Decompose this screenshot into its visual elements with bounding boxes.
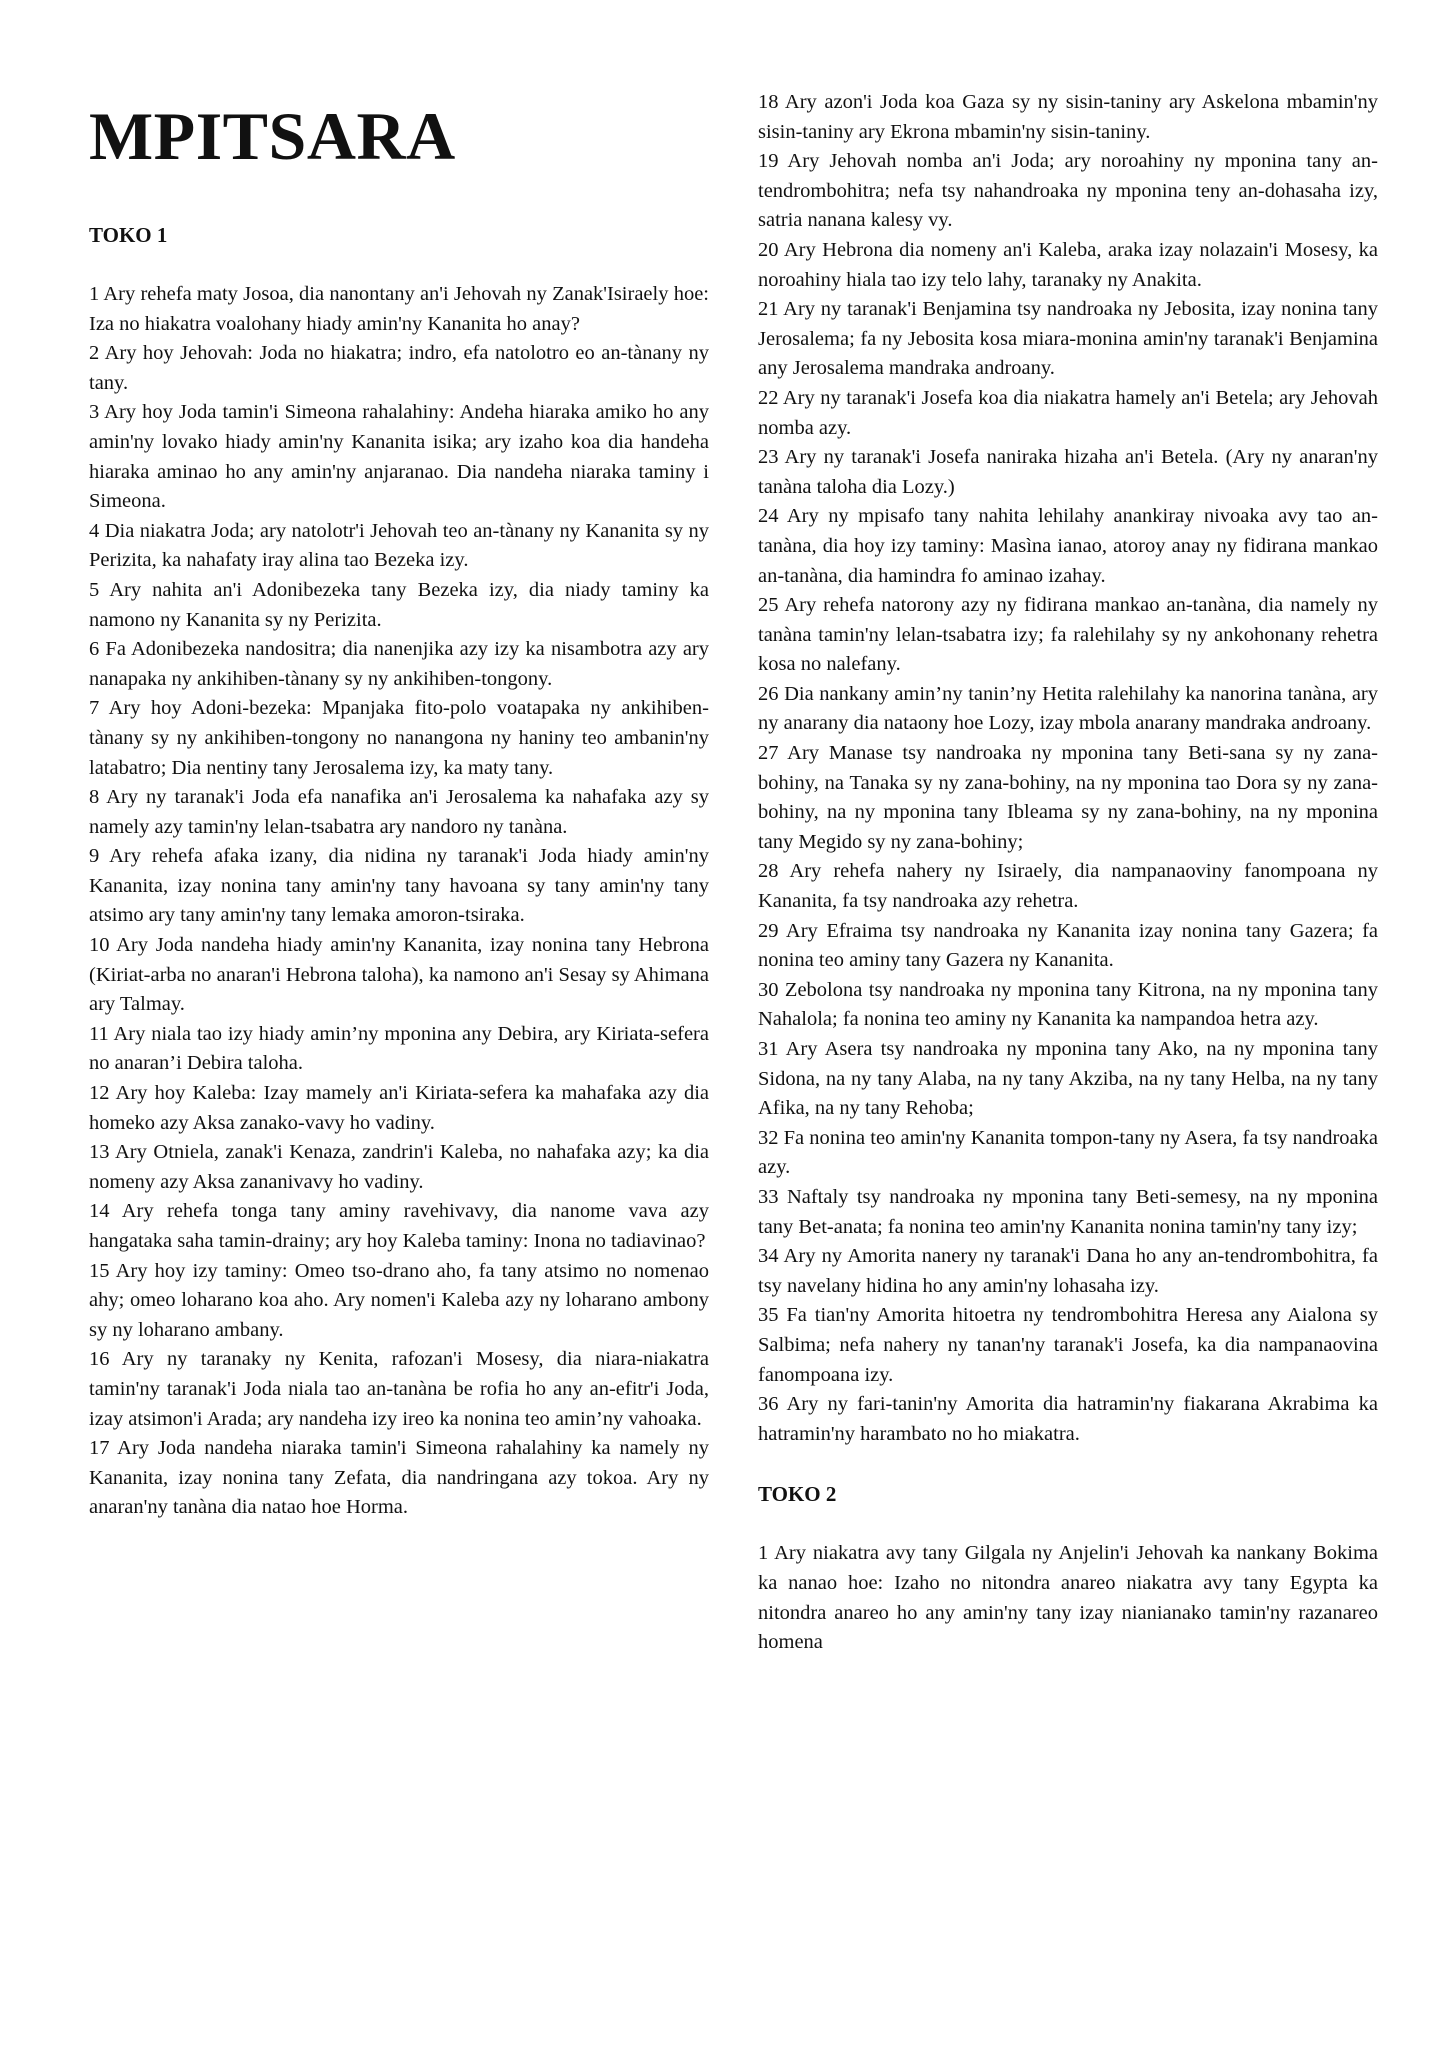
verse-1-23: 23 Ary ny taranak'i Josefa naniraka hizaha an'i Betela. (Ary ny anaran'ny tanàna taloha dia Lozy.) [758, 446, 1378, 498]
verse-1-25: 25 Ary rehefa natorony azy ny fidirana mankao an-tanàna, dia namely ny tanàna tamin'ny lelan-tsabatra izy; fa ralehilahy sy ny ankohonany rehetra kosa no nalefany. [758, 594, 1378, 676]
verse-1-2: 2 Ary hoy Jehovah: Joda no hiakatra; indro, efa natolotro eo an-tànany ny tany. [89, 342, 709, 394]
verse-1-21: 21 Ary ny taranak'i Benjamina tsy nandroaka ny Jebosita, izay nonina tany Jerosalema; fa ny Jebosita kosa miara-monina amin'ny taranak'i Benjamina any Jerosalema mandraka androany. [758, 298, 1378, 380]
verse-1-15: 15 Ary hoy izy taminy: Omeo tso-drano aho, fa tany atsimo no nomenao ahy; omeo loharano koa aho. Ary nomen'i Kaleba azy ny loharano ambony sy ny loharano ambany. [89, 1259, 709, 1341]
chapter-heading-1: TOKO 1 [89, 223, 168, 247]
verse-1-16: 16 Ary ny taranaky ny Kenita, rafozan'i Mosesy, dia niara-niakatra tamin'ny taranak'i Joda niala tao an-tanàna be rofia ho any an-efitr'i Joda, izay atsimon'i Arada; ary nandeha izy ireo ka nonina teo amin’ny vahoaka. [89, 1348, 709, 1430]
verse-1-19: 19 Ary Jehovah nomba an'i Joda; ary noroahiny ny mponina tany an-tendrombohitra; nefa tsy nahandroaka ny mponina teny an-dohasaha izy, satria nanana kalesy vy. [758, 150, 1378, 232]
verse-1-24: 24 Ary ny mpisafo tany nahita lehilahy anankiray nivoaka avy tao an-tanàna, dia hoy izy taminy: Masìna ianao, atoroy anay ny fidirana mankao an-tanàna, dia hamindra fo aminao izahay. [758, 505, 1378, 587]
verse-1-4: 4 Dia niakatra Joda; ary natolotr'i Jehovah teo an-tànany ny Kananita sy ny Perizita, ka nahafaty iray alina tao Bezeka izy. [89, 519, 709, 572]
verse-1-5: 5 Ary nahita an'i Adonibezeka tany Bezeka izy, dia niady taminy ka namono ny Kananita sy ny Perizita. [89, 578, 709, 631]
verse-1-34: 34 Ary ny Amorita nanery ny taranak'i Dana ho any an-tendrombohitra, fa tsy navelany hidina ho any amin'ny lohasaha izy. [758, 1245, 1378, 1297]
verse-1-8: 8 Ary ny taranak'i Joda efa nanafika an'i Jerosalema ka nahafaka azy sy namely azy tamin'ny lelan-tsabatra ary nandoro ny tanàna. [89, 786, 709, 838]
verse-1-14: 14 Ary rehefa tonga tany aminy ravehivavy, dia nanome vava azy hangataka saha tamin-drainy; ary hoy Kaleba taminy: Inona no tadiavinao? [89, 1200, 709, 1252]
verse-1-36: 36 Ary ny fari-tanin'ny Amorita dia hatramin'ny fiakarana Akrabima ka hatramin'ny harambato no ho miakatra. [758, 1393, 1378, 1445]
verse-1-18: 18 Ary azon'i Joda koa Gaza sy ny sisin-taniny ary Askelona mbamin'ny sisin-taniny ary Ekrona mbamin'ny sisin-taniny. [758, 91, 1378, 143]
verse-1-35: 35 Fa tian'ny Amorita hitoetra ny tendrombohitra Heresa any Aialona sy Salbima; nefa nahery ny tanan'ny taranak'i Josefa, ka dia nampanaovina fanompoana izy. [758, 1304, 1378, 1386]
verse-1-20: 20 Ary Hebrona dia nomeny an'i Kaleba, araka izay nolazain'i Mosesy, ka noroahiny hiala tao izy telo lahy, taranaky ny Anakita. [758, 238, 1378, 291]
verse-1-10: 10 Ary Joda nandeha hiady amin'ny Kananita, izay nonina tany Hebrona (Kiriat-arba no anaran'i Hebrona taloha), ka namono an'i Sesay sy Ahimana ary Talmay. [89, 934, 709, 1016]
verse-2-1: 1 Ary niakatra avy tany Gilgala ny Anjelin'i Jehovah ka nankany Bokima ka nanao hoe: Izaho no nitondra anareo niakatra avy tany Egypta ka nitondra anareo ho any amin'ny tany izay nianianako tamin'ny razanareo homena [758, 1542, 1378, 1654]
verse-1-9: 9 Ary rehefa afaka izany, dia nidina ny taranak'i Joda hiady amin'ny Kananita, izay nonina tany amin'ny tany havoana sy tany amin'ny tany atsimo ary tany amin'ny tany lemaka amoron-tsiraka. [89, 845, 709, 927]
verse-1-29: 29 Ary Efraima tsy nandroaka ny Kananita izay nonina tany Gazera; fa nonina teo aminy tany Gazera ny Kananita. [758, 919, 1378, 972]
verse-1-22: 22 Ary ny taranak'i Josefa koa dia niakatra hamely an'i Betela; ary Jehovah nomba azy. [758, 386, 1378, 439]
verse-1-12: 12 Ary hoy Kaleba: Izay mamely an'i Kiriata-sefera ka mahafaka azy dia homeko azy Aksa zanako-vavy ho vadiny. [89, 1082, 709, 1134]
chapter-heading-2: TOKO 2 [758, 1482, 837, 1507]
verse-1-31: 31 Ary Asera tsy nandroaka ny mponina tany Ako, na ny mponina tany Sidona, na ny tany Alaba, na ny tany Akziba, na ny tany Helba, na ny tany Afika, na ny tany Rehoba; [758, 1038, 1378, 1120]
verse-1-17: 17 Ary Joda nandeha niaraka tamin'i Simeona rahalahiny ka namely ny Kananita, izay nonina tany Zefata, dia nandringana azy tokoa. Ary ny anaran'ny tanàna dia natao hoe Horma. [89, 1437, 709, 1519]
verse-1-33: 33 Naftaly tsy nandroaka ny mponina tany Beti-semesy, na ny mponina tany Bet-anata; fa nonina teo amin'ny Kananita nonina tamin'ny tany izy; [758, 1185, 1378, 1238]
verse-1-26: 26 Dia nankany amin’ny tanin’ny Hetita ralehilahy ka nanorina tanàna, ary ny anarany dia nataony hoe Lozy, izay mbola anarany mandraka androany. [758, 682, 1378, 735]
verse-1-28: 28 Ary rehefa nahery ny Isiraely, dia nampanaoviny fanompoana ny Kananita, fa tsy nandroaka azy rehetra. [758, 860, 1378, 913]
right-column [758, 88, 1378, 1658]
verse-1-30: 30 Zebolona tsy nandroaka ny mponina tany Kitrona, na ny mponina tany Nahalola; fa nonina teo aminy ny Kananita ka nampandoa hetra azy. [758, 978, 1378, 1031]
verse-1-32: 32 Fa nonina teo amin'ny Kananita tompon-tany ny Asera, fa tsy nandroaka azy. [758, 1126, 1378, 1179]
verse-1-27: 27 Ary Manase tsy nandroaka ny mponina tany Beti-sana sy ny zana-bohiny, na Tanaka sy ny zana-bohiny, na ny mponina tao Dora sy ny zana-bohiny, na ny mponina tany Ibleama sy ny zana-bohiny, na ny mponina tany Megido sy ny zana-bohiny; [758, 742, 1378, 853]
verse-1-3: 3 Ary hoy Joda tamin'i Simeona rahalahiny: Andeha hiaraka amiko ho any amin'ny lovako hiady amin'ny Kananita isika; ary izaho koa dia handeha hiaraka aminao ho any amin'ny anjaranao. Dia nandeha niaraka taminy i Simeona. [89, 401, 709, 513]
verse-1-11: 11 Ary niala tao izy hiady amin’ny mponina any Debira, ary Kiriata-sefera no anaran’i Debira taloha. [89, 1022, 709, 1075]
verse-1-1: 1 Ary rehefa maty Josoa, dia nanontany an'i Jehovah ny Zanak'Isiraely hoe: Iza no hiakatra voalohany hiady amin'ny Kananita ho anay? [89, 283, 709, 335]
book-title: MPITSARA [89, 98, 456, 174]
left-column [89, 88, 709, 1523]
verse-1-13: 13 Ary Otniela, zanak'i Kenaza, zandrin'i Kaleba, no nahafaka azy; ka dia nomeny azy Aksa zananivavy ho vadiny. [89, 1141, 709, 1193]
verse-1-6: 6 Fa Adonibezeka nandositra; dia nanenjika azy izy ka nisambotra azy ary nanapaka ny ankihiben-tànany sy ny ankihiben-tongony. [89, 638, 709, 690]
verse-1-7: 7 Ary hoy Adoni-bezeka: Mpanjaka fito-polo voatapaka ny ankihiben-tànany sy ny ankihiben-tongony no nanangona ny haniny teo ambanin'ny latabatro; Dia nentiny tany Jerosalema izy, ka maty tany. [89, 697, 709, 779]
